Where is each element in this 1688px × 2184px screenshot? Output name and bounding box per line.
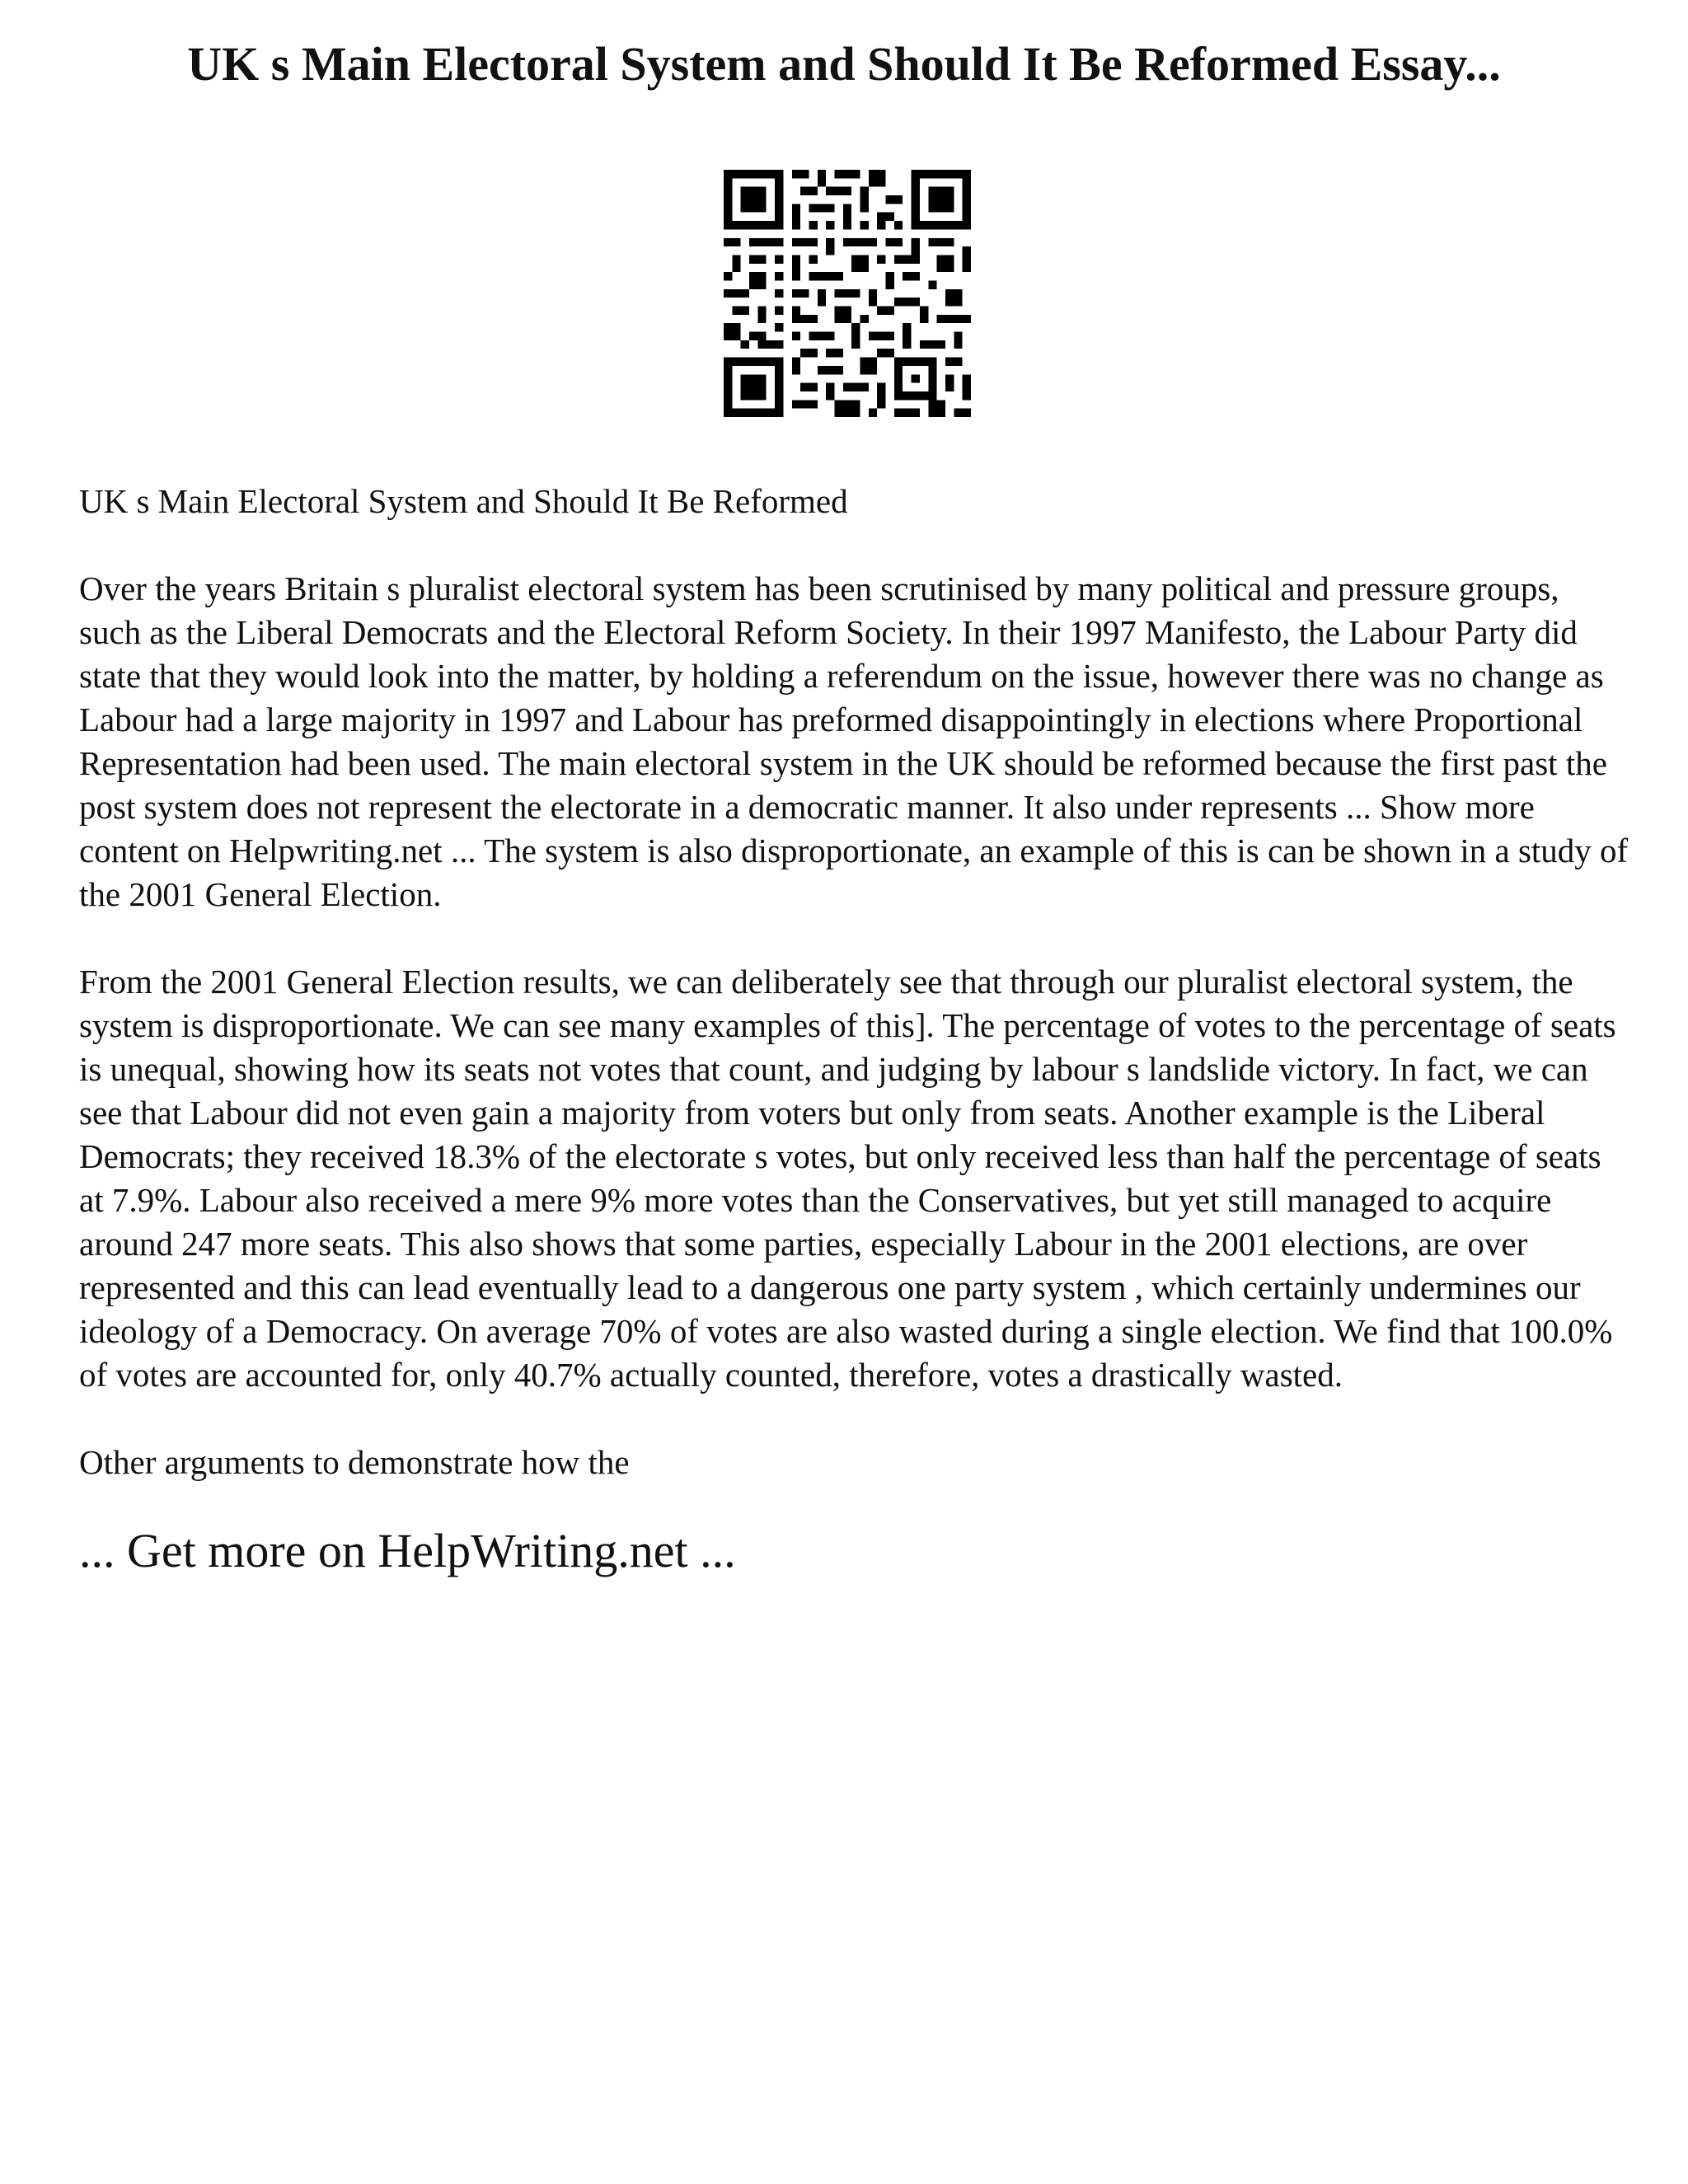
- get-more-link[interactable]: ... Get more on HelpWriting.net ...: [79, 1524, 736, 1577]
- document-subtitle: UK s Main Electoral System and Should It Be Reformed: [79, 482, 848, 520]
- body-paragraph-1: Over the years Britain s pluralist electoral system has been scrutinised by many political and pressure groups, such as the Liberal Democrats and the Electoral Reform Society. In their 1997 Manifesto, the Labour Party did state that they would look into the matter, by holding a referendum on the issue, however there was no change as Labour had a large majority in 1997 and Labour has preformed disappointingly in elections where Proportional Representation had been used. The main electoral system in the UK should be reformed because the first past the post system does not represent the electorate in a democratic manner. It also under represents ... Show more content on Helpwriting.net ... The system is also disproportionate, an example of this is can be shown in a study of the 2001 General Election.: [79, 569, 1629, 913]
- qr-code-icon: [724, 170, 971, 417]
- teaser-text: Other arguments to demonstrate how the: [79, 1443, 630, 1481]
- qr-code[interactable]: [724, 170, 971, 417]
- page-title: UK s Main Electoral System and Should It Be Reformed Essay...: [187, 37, 1501, 91]
- body-paragraph-2: From the 2001 General Election results, we can deliberately see that through our pluralist electoral system, the system is disproportionate. We can see many examples of this]. The percentage of votes to the percentage of seats is unequal, showing how its seats not votes that count, and judging by labour s landslide victory. In fact, we can see that Labour did not even gain a majority from voters but only from seats. Another example is the Liberal Democrats; they received 18.3% of the electorate s votes, but only received less than half the percentage of seats at 7.9%. Labour also received a mere 9% more votes than the Conservatives, but yet still managed to acquire around 247 more seats. This also shows that some parties, especially Labour in the 2001 elections, are over represented and this can lead eventually lead to a dangerous one party system , which certainly undermines our ideology of a Democracy. On average 70% of votes are also wasted during a single election. We find that 100.0% of votes are accounted for, only 40.7% actually counted, therefore, votes a drastically wasted.: [79, 963, 1616, 1394]
- document-body: [79, 480, 1629, 1580]
